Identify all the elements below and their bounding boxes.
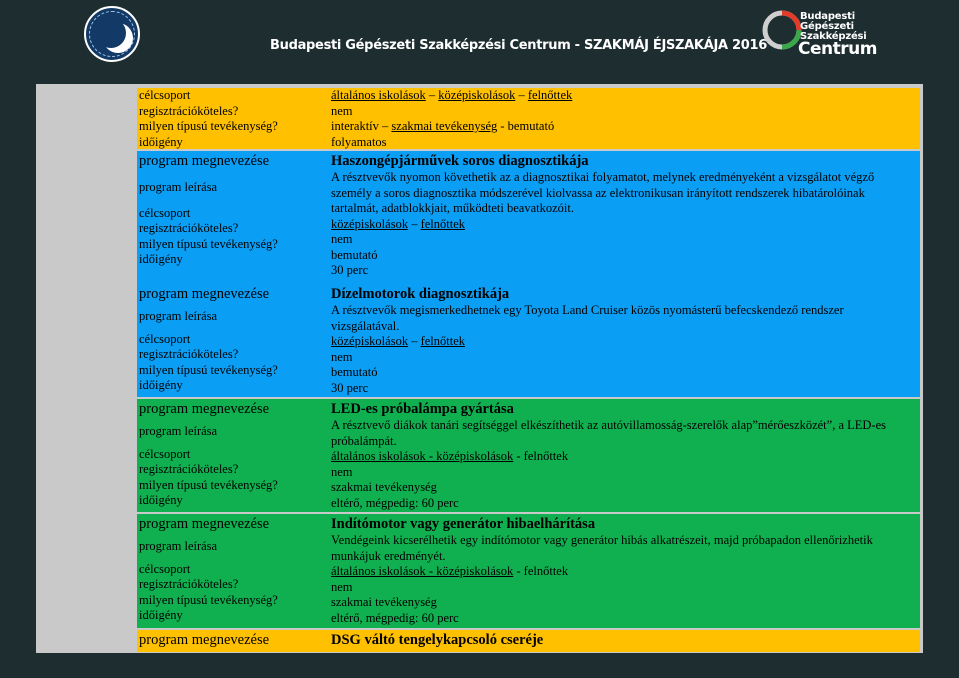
program-title: Indítómotor vagy generátor hibaelhárítása bbox=[331, 516, 596, 532]
label-activity: milyen típusú tevékenység? bbox=[139, 477, 278, 492]
activity-value: bemutató bbox=[331, 247, 378, 262]
label-target: célcsoport bbox=[139, 331, 191, 346]
label-program-desc: program leírása bbox=[139, 180, 218, 194]
header bbox=[0, 0, 959, 84]
program-description: A résztvevők megismerkedhetnek egy Toyota Land Cruiser közös nyomásterű befecskendező rendszer vizsgálatával. bbox=[331, 303, 844, 333]
program-block-4 bbox=[137, 399, 920, 512]
target-value: középiskolások – felnőttek bbox=[331, 216, 466, 231]
time-value: 30 perc bbox=[331, 380, 369, 395]
registration-value: nem bbox=[331, 232, 353, 246]
label-registration: regisztrációköteles? bbox=[139, 577, 239, 591]
registration-value: nem bbox=[331, 103, 353, 118]
time-value: folyamatos bbox=[331, 134, 387, 149]
label-target: célcsoport bbox=[139, 561, 191, 576]
program-title: Haszongépjárművek soros diagnosztikája bbox=[331, 153, 589, 169]
centrum-logo bbox=[762, 8, 877, 59]
target-value: általános iskolások – középiskolások – felnőttek bbox=[331, 88, 573, 102]
label-target: célcsoport bbox=[139, 205, 191, 220]
time-value: 30 perc bbox=[331, 263, 369, 277]
label-time: időigény bbox=[139, 378, 183, 392]
label-program-name: program megnevezése bbox=[139, 516, 270, 532]
page-title: Budapesti Gépészeti Szakképzési Centrum - SZAKMÁJ ÉJSZAKÁJA 2016 bbox=[270, 38, 767, 53]
program-title: DSG váltó tengelykapcsoló cseréje bbox=[331, 632, 544, 648]
label-target: célcsoport bbox=[139, 446, 191, 461]
activity-value: szakmai tevékenység bbox=[331, 595, 437, 609]
logo-brand: Centrum bbox=[798, 39, 877, 59]
activity-value: interaktív – szakmai tevékenység - bemutató bbox=[331, 119, 555, 133]
label-program-desc: program leírása bbox=[139, 539, 218, 553]
target-value: általános iskolások - középiskolások - felnőttek bbox=[331, 564, 569, 578]
logo-line-2: Gépészeti bbox=[800, 21, 854, 32]
label-time: időigény bbox=[139, 493, 183, 507]
label-program-name: program megnevezése bbox=[139, 401, 270, 417]
label-program-desc: program leírása bbox=[139, 424, 218, 438]
logo-line-1: Budapesti bbox=[800, 11, 855, 22]
label-time: időigény bbox=[139, 134, 183, 149]
activity-value: bemutató bbox=[331, 365, 378, 379]
label-program-name: program megnevezése bbox=[139, 153, 270, 169]
program-block-1 bbox=[137, 88, 920, 149]
program-description: A résztvevő diákok tanári segítséggel elkészíthetik az autóvillamosság-szerelők alap”mérőeszközét”, a LED-es próbalámpát. bbox=[331, 418, 886, 448]
moon-icon bbox=[96, 18, 126, 48]
time-value: eltérő, mégpedig: 60 perc bbox=[331, 495, 459, 510]
label-registration: regisztrációköteles? bbox=[139, 462, 239, 476]
label-time: időigény bbox=[139, 608, 183, 622]
registration-value: nem bbox=[331, 579, 353, 594]
label-program-desc: program leírása bbox=[139, 309, 218, 323]
target-value: középiskolások – felnőttek bbox=[331, 334, 466, 348]
logo-line-3: Szakképzési bbox=[800, 31, 867, 42]
label-time: időigény bbox=[139, 252, 183, 266]
label-activity: milyen típusú tevékenység? bbox=[139, 362, 278, 377]
label-registration: regisztrációköteles? bbox=[139, 347, 239, 361]
program-block-5 bbox=[137, 514, 920, 628]
label-activity: milyen típusú tevékenység? bbox=[139, 236, 278, 251]
label-target: célcsoport bbox=[139, 88, 191, 102]
program-title: Dízelmotorok diagnosztikája bbox=[331, 286, 510, 302]
registration-value: nem bbox=[331, 349, 353, 364]
program-table bbox=[137, 88, 920, 653]
program-title: LED-es próbalámpa gyártása bbox=[331, 401, 514, 417]
program-block-6 bbox=[137, 630, 920, 652]
label-registration: regisztrációköteles? bbox=[139, 103, 239, 118]
program-description: Vendégeink kicserélhetik egy indítómotor vagy generátor hibás alkatrészeit, majd próbapadon ellenőrizhetik munkájuk eredményét. bbox=[331, 533, 873, 563]
label-activity: milyen típusú tevékenység? bbox=[139, 592, 278, 607]
time-value: eltérő, mégpedig: 60 perc bbox=[331, 610, 459, 625]
program-description: A résztvevők nyomon követhetik az a diagnosztikai folyamatot, melynek eredményeként a vizsgálatot végző személy a soros diagnosztika módszerével kiolvassa az elektronikusan irányított rendszerek hibatárolóinak tartalmát, adatblokkjait, működteti beavatkozóit. bbox=[331, 170, 875, 215]
activity-value: szakmai tevékenység bbox=[331, 480, 437, 494]
gear-icon bbox=[762, 8, 802, 52]
program-block-3 bbox=[137, 284, 920, 397]
label-program-name: program megnevezése bbox=[139, 632, 270, 648]
target-value: általános iskolások - középiskolások - felnőttek bbox=[331, 449, 569, 463]
label-program-name: program megnevezése bbox=[139, 286, 270, 302]
event-logo bbox=[84, 6, 140, 62]
label-registration: regisztrációköteles? bbox=[139, 221, 239, 235]
label-activity: milyen típusú tevékenység? bbox=[139, 119, 278, 133]
registration-value: nem bbox=[331, 464, 353, 479]
